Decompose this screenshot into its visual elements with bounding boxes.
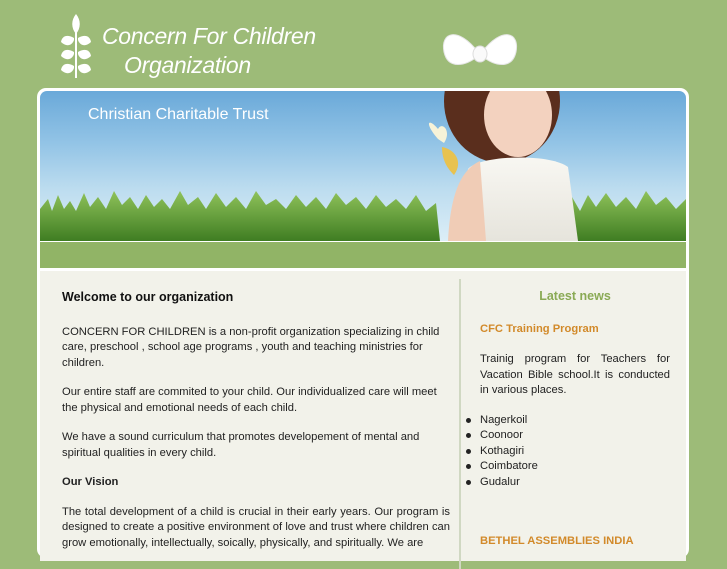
list-item: Coonoor xyxy=(480,428,670,444)
news-sidebar xyxy=(480,287,670,565)
intro-paragraph-1: CONCERN FOR CHILDREN is a non-profit organization specializing in child care, preschool , school age programs , youth and teaching ministries for children. xyxy=(62,325,440,369)
list-item: Coimbatore xyxy=(480,459,670,475)
vision-paragraph: The total development of a child is crucial in their early years. Our program is designed to create a positive environment of love and trust where children can grow emotionally, intellectually, soically, physically, and spiritually. We are xyxy=(62,505,450,549)
intro-paragraph-2: Our entire staff are commited to your child. Our individualized care will meet the physical and emotional needs of each child. xyxy=(62,386,437,414)
main-column xyxy=(62,287,450,565)
news-item-title-cfc[interactable]: CFC Training Program xyxy=(480,322,599,335)
tagline: Christian Charitable Trust xyxy=(88,106,269,123)
logo-line-2: Organization xyxy=(124,52,251,78)
places-list xyxy=(480,413,670,491)
nav-stripe xyxy=(40,242,686,268)
list-item: Gudalur xyxy=(480,475,670,491)
intro-paragraph-3: We have a sound curriculum that promotes developement of mental and spiritual qualities in every child. xyxy=(62,431,420,459)
vision-heading: Our Vision xyxy=(62,476,119,488)
list-item: Nagerkoil xyxy=(480,413,670,429)
latest-news-title: Latest news xyxy=(539,289,611,303)
news-item-text-cfc: Trainig program for Teachers for Vacation Bible school.It is conducted in various places. xyxy=(480,353,670,396)
site-logo-text[interactable] xyxy=(102,22,316,80)
news-item-title-bethel[interactable]: BETHEL ASSEMBLIES INDIA xyxy=(480,535,634,547)
logo-line-1: Concern For Children xyxy=(102,23,316,49)
wheat-icon xyxy=(58,12,94,80)
list-item: Kothagiri xyxy=(480,444,670,460)
content-area xyxy=(40,271,686,561)
welcome-heading: Welcome to our organization xyxy=(62,290,234,304)
column-divider xyxy=(459,279,461,569)
hair-bow-illustration xyxy=(438,22,524,86)
